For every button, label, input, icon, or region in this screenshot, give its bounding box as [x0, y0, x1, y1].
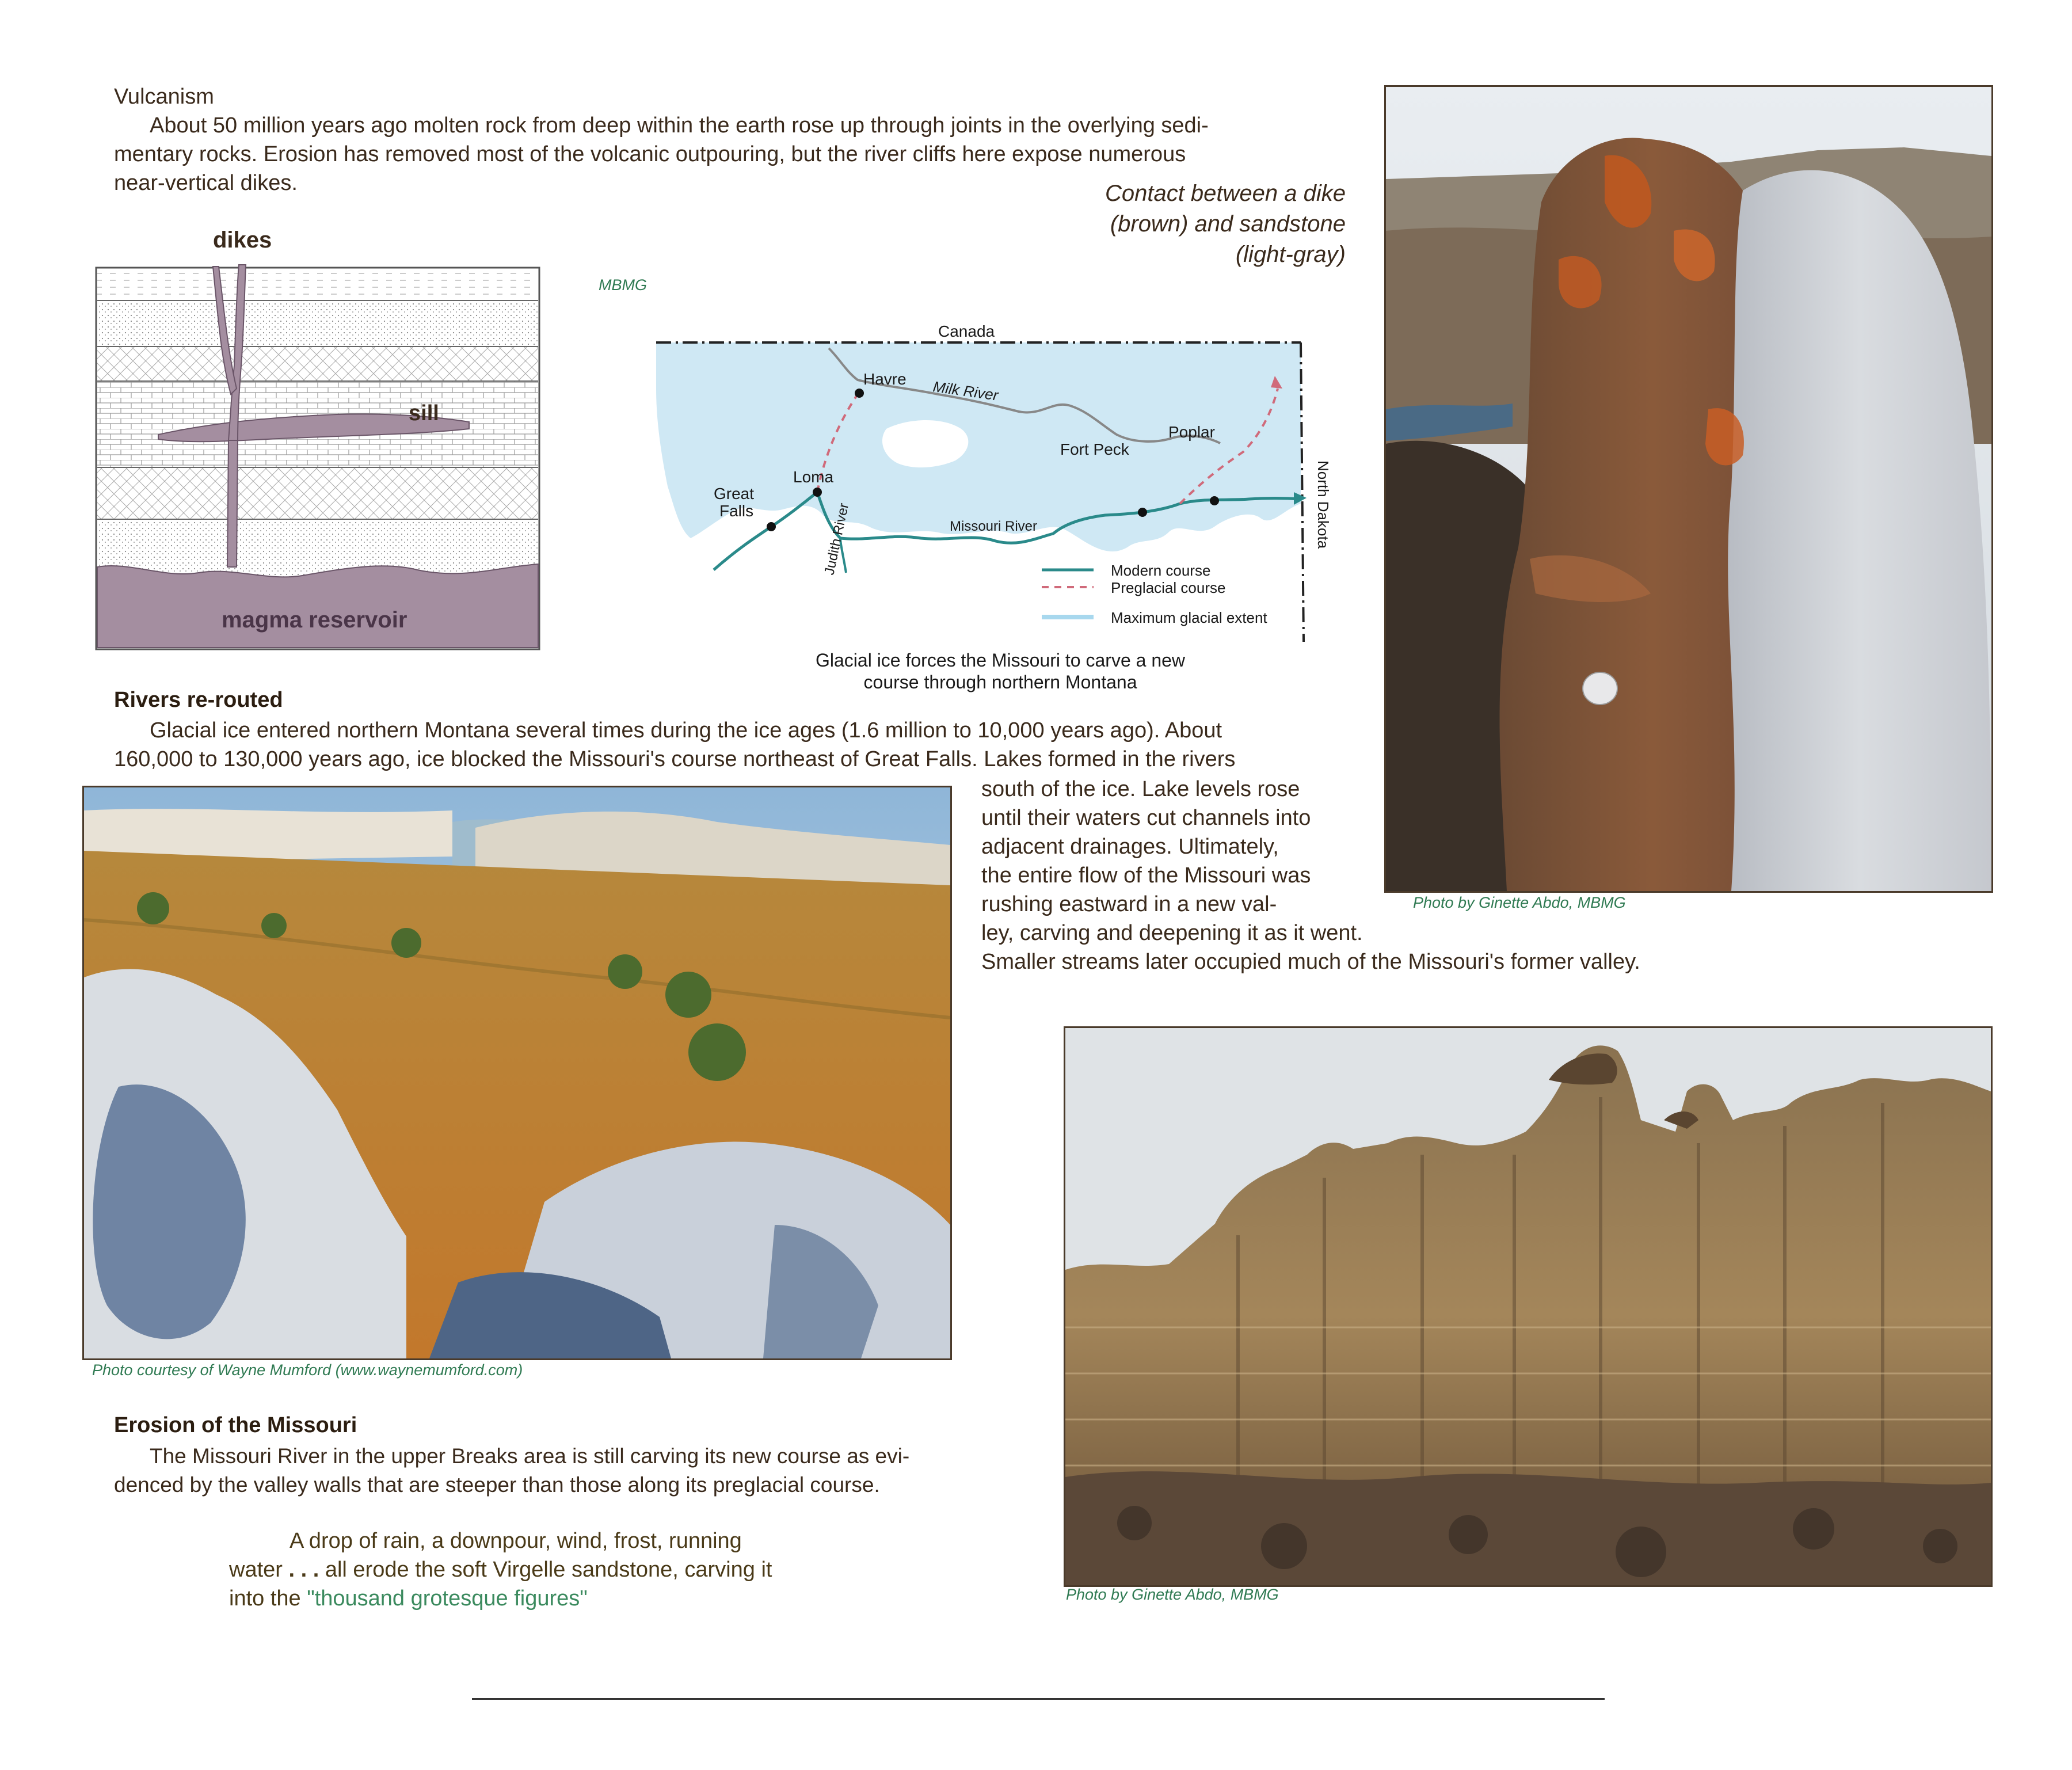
dike-photo-image [1386, 87, 1991, 891]
dike-contact-photo [1384, 85, 1993, 893]
milk-river-label: Milk River [932, 378, 1000, 404]
quote-line-2-pre: water [229, 1558, 283, 1582]
dike-photo-credit: Photo by Ginette Abdo, MBMG [1413, 894, 1626, 911]
vulcanism-heading: Vulcanism [114, 85, 214, 109]
erosion-heading: Erosion of the Missouri [114, 1413, 357, 1437]
glacial-map-svg [650, 319, 1353, 705]
quote-line-2-dots: . . . [282, 1558, 325, 1582]
havre-dot [855, 389, 864, 398]
erosion-line-1: The Missouri River in the upper Breaks area is still carving its new course as evi- [150, 1444, 910, 1468]
fort-peck-label: Fort Peck [1060, 440, 1129, 458]
judith-river-label: Judith River [821, 501, 852, 577]
river-photo-image [84, 787, 950, 1358]
rivers-paragraph-wrap [981, 775, 1640, 976]
dikes-label: dikes [213, 227, 272, 253]
north-dakota-label: North Dakota [1315, 460, 1332, 549]
erosion-paragraph [114, 1442, 909, 1499]
erosion-quote [229, 1527, 772, 1613]
rivers-line-6: the entire flow of the Missouri was [981, 863, 1311, 888]
sill-label: sill [409, 401, 439, 425]
bottom-divider [472, 1698, 1605, 1700]
hoodoo-photo-credit: Photo by Ginette Abdo, MBMG [1066, 1586, 1279, 1603]
rivers-line-3: south of the ice. Lake levels rose [981, 777, 1300, 801]
dike-caption-line-3: (light-gray) [1235, 242, 1346, 267]
loma-label: Loma [793, 468, 834, 486]
hoodoo-photo [1064, 1026, 1993, 1587]
quote-line-2 [229, 1555, 772, 1584]
great-falls-dot [767, 522, 776, 531]
glacial-map [650, 319, 1353, 705]
rivers-line-8: ley, carving and deepening it as it went. [981, 921, 1363, 945]
river-valley-photo [82, 786, 952, 1360]
dike-photo-caption [1105, 178, 1346, 270]
quote-line-3-pre: into the [229, 1586, 307, 1611]
dike-sill-diagram [95, 222, 541, 650]
vulcanism-line-1: About 50 million years ago molten rock from deep within the earth rose up through joints in the overlying sedi- [150, 113, 1209, 138]
havre-label: Havre [863, 370, 907, 388]
quote-line-2-post: all erode the soft Virgelle sandstone, carving it [325, 1558, 772, 1582]
legend-modern-label: Modern course [1111, 562, 1211, 579]
dike-caption-line-2: (brown) and sandstone [1110, 211, 1346, 237]
legend-glacial-label: Maximum glacial extent [1111, 609, 1267, 626]
vulcanism-line-2: mentary rocks. Erosion has removed most of the volcanic outpouring, but the river cliffs here expose numerous [114, 142, 1186, 166]
dike-caption-line-1: Contact between a dike [1104, 181, 1346, 206]
river-photo-credit: Photo courtesy of Wayne Mumford (www.waynemumford.com) [92, 1361, 523, 1379]
rivers-line-1: Glacial ice entered northern Montana several times during the ice ages (1.6 million to 10,000 years ago). About [150, 718, 1222, 743]
north-dakota-border [1301, 342, 1304, 642]
falls-label: Falls [719, 502, 754, 520]
thousand-grotesque-figures: "thousand grotesque figures" [307, 1586, 588, 1611]
poplar-label: Poplar [1168, 423, 1215, 441]
dike-diagram-svg [95, 222, 541, 650]
rivers-line-2: 160,000 to 130,000 years ago, ice blocked the Missouri's course northeast of Great Falls. Lakes formed in the rivers [114, 747, 1236, 771]
rivers-line-7: rushing eastward in a new val- [981, 892, 1277, 916]
rivers-line-9: Smaller streams later occupied much of the Missouri's former valley. [981, 950, 1640, 974]
great-label: Great [714, 485, 755, 503]
magma-reservoir-label: magma reservoir [222, 607, 407, 633]
poplar-dot [1210, 496, 1219, 505]
rivers-heading: Rivers re-routed [114, 688, 283, 712]
hoodoo-photo-image [1065, 1028, 1991, 1585]
rivers-paragraph-top [114, 716, 1235, 774]
map-caption-line-1: Glacial ice forces the Missouri to carve a new [815, 650, 1186, 671]
quote-line-3 [229, 1584, 772, 1613]
canada-label: Canada [938, 322, 995, 340]
map-caption-line-2: course through northern Montana [863, 672, 1137, 692]
map-credit: MBMG [599, 276, 647, 294]
legend-preglacial-label: Preglacial course [1111, 579, 1226, 596]
fort-peck-dot [1138, 508, 1147, 517]
missouri-river-label: Missouri River [950, 519, 1038, 534]
rivers-line-5: adjacent drainages. Ultimately, [981, 835, 1279, 859]
loma-dot [813, 488, 822, 497]
erosion-line-2: denced by the valley walls that are steeper than those along its preglacial course. [114, 1473, 880, 1497]
quote-line-1: A drop of rain, a downpour, wind, frost, running [290, 1529, 742, 1553]
rivers-line-4: until their waters cut channels into [981, 806, 1311, 830]
vulcanism-line-3: near-vertical dikes. [114, 171, 298, 195]
